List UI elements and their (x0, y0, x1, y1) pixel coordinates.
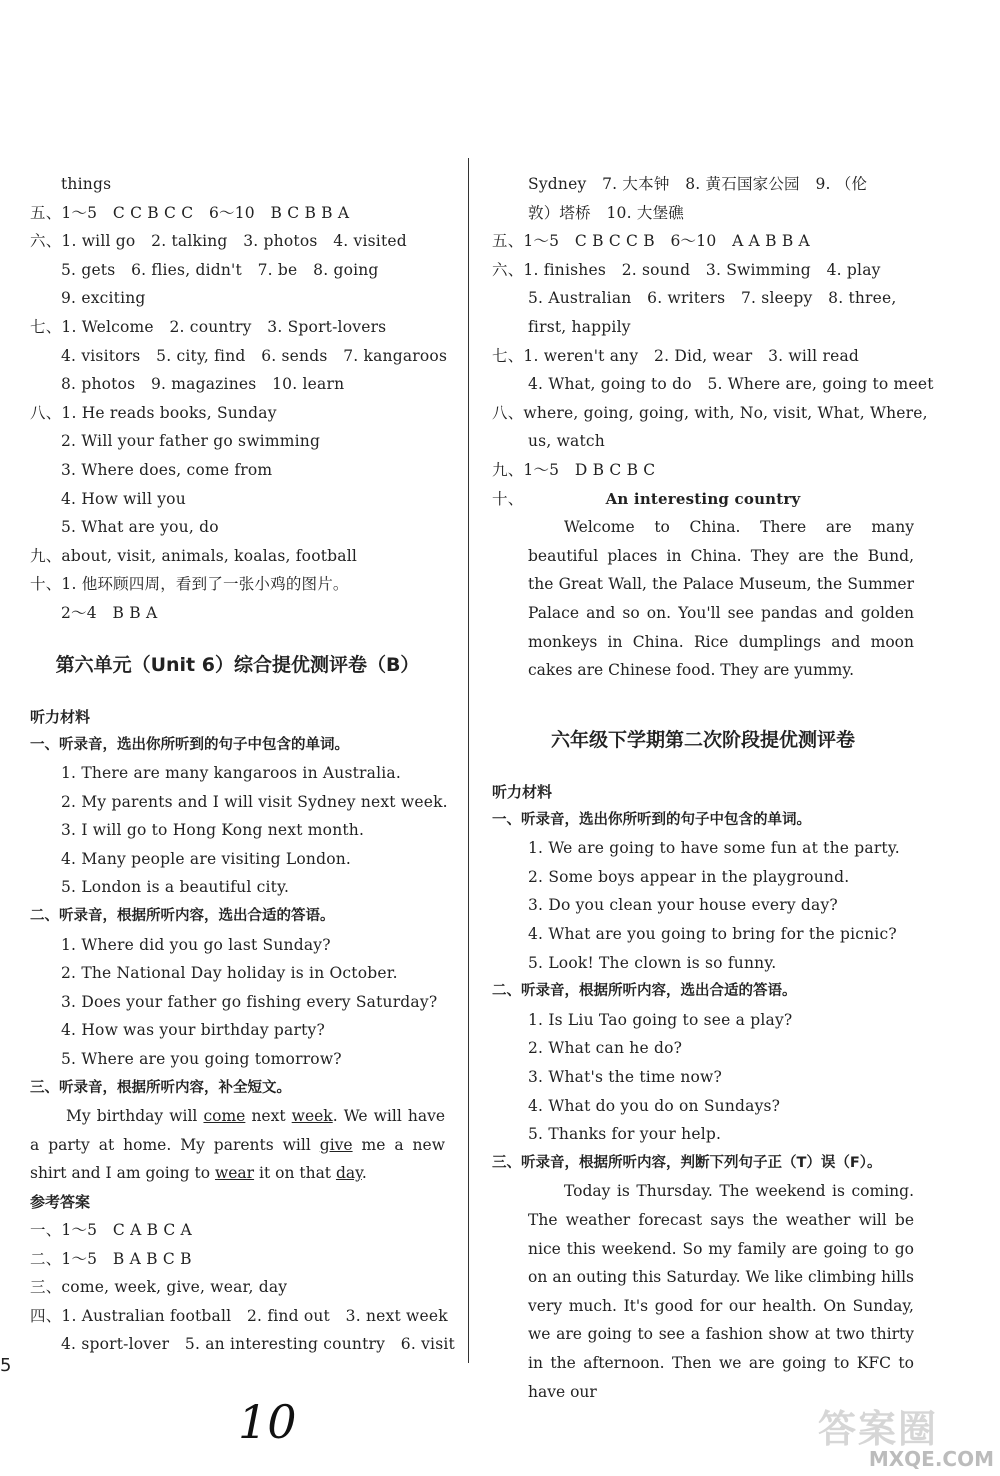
sentence-line: 4. How was your birthday party? (61, 1021, 325, 1040)
cloze-paragraph: My birthday will come next week. We will have a party at home. My parents will give me a new shirt and I am going to wear it on that day. (30, 1107, 446, 1183)
sentence-line: 2. My parents and I will visit Sydney next week. (61, 792, 448, 811)
answer-line: 七、1. Welcome 2. country 3. Sport-lovers (30, 317, 387, 336)
sentence-line: 5. Where are you going tomorrow? (61, 1050, 342, 1069)
question-number: 十、 (492, 489, 524, 508)
sentence-line: 2. What can he do? (528, 1039, 683, 1058)
answer-line: first, happily (528, 317, 631, 336)
sentence-line: 4. Many people are visiting London. (61, 849, 352, 868)
blank-word: week (291, 1107, 333, 1126)
page-number: 5 (0, 1355, 12, 1376)
sentence-line: 1. Where did you go last Sunday? (61, 935, 331, 954)
listening-passage: Today is Thursday. The weekend is coming. The weather forecast says the weather will be nice this weekend. So my family are going to go on an outing this Saturday. We like climbing hills very much. It's good for our health. On Sunday, we are going to see a fashion show at two thirty in the afternoon. Then we are going to KFC to have our (528, 1182, 914, 1401)
sentence-line: 5. Look! The clown is so funny. (528, 953, 777, 972)
blank-word: give (319, 1135, 353, 1154)
watermark-logo (818, 1398, 994, 1472)
answer-line: 4. What, going to do 5. Where are, going to meet (528, 375, 934, 394)
answer-line: 六、1. finishes 2. sound 3. Swimming 4. play (492, 260, 881, 279)
watermark-url: MXQE.COM (868, 1447, 994, 1471)
answer-line: 5. What are you, do (61, 518, 219, 537)
answer-line: 五、1～5 C C B C C 6～10 B C B B A (30, 203, 350, 222)
sentence-line: 3. What's the time now? (528, 1068, 723, 1087)
sentence-line: 4. What do you do on Sundays? (528, 1096, 781, 1115)
essay-title-line (492, 485, 914, 514)
answer-line: 七、1. weren't any 2. Did, wear 3. will read (492, 346, 860, 365)
sentence-line: 2. The National Day holiday is in October. (61, 964, 398, 983)
handwritten-number: 10 (238, 1395, 297, 1449)
watermark-text: 答案圈 (818, 1407, 939, 1451)
sentence-line: 3. I will go to Hong Kong next month. (61, 821, 365, 840)
answer-line: 敦）塔桥 10. 大堡礁 (528, 203, 684, 222)
answer-line: 八、1. He reads books, Sunday (30, 403, 277, 422)
answer-line: 二、1～5 B A B C B (30, 1249, 192, 1268)
sentence-line: 1. There are many kangaroos in Australia. (61, 764, 401, 783)
answer-line: 2～4 B B A (61, 603, 158, 622)
exam-title: 六年级下学期第二次阶段提优测评卷 (550, 728, 855, 751)
answer-line: 四、1. Australian football 2. find out 3. next week (30, 1306, 448, 1325)
question-heading: 一、听录音，选出你所听到的句子中包含的单词。 (30, 736, 349, 753)
essay-paragraph: Welcome to China. There are many beautiful places in China. They are the Bund, the Great Wall, the Palace Museum, the Summer Palace and so on. You'll see pandas and golden monkeys in China. Rice dumplings and moon cakes are Chinese food. They are yummy. (528, 518, 914, 680)
sentence-line: 2. Some boys appear in the playground. (528, 867, 850, 886)
question-heading: 一、听录音，选出你所听到的句子中包含的单词。 (492, 811, 811, 828)
answer-line: 八、where, going, going, with, No, visit, What, Where, (492, 403, 928, 422)
answer-line: 六、1. will go 2. talking 3. photos 4. visited (30, 232, 407, 251)
answer-line: 九、about, visit, animals, koalas, football (30, 546, 358, 565)
answer-line: 4. sport-lover 5. an interesting country 6. visit (61, 1335, 455, 1354)
unit-title: 第六单元（Unit 6）综合提优测评卷（B） (55, 653, 420, 676)
right-column (492, 170, 934, 1406)
blank-word: day (335, 1164, 362, 1183)
question-heading: 三、听录音，根据所听内容，判断下列句子正（T）误（F）。 (492, 1154, 882, 1171)
sentence-line: 4. What are you going to bring for the picnic? (528, 925, 897, 944)
question-heading: 二、听录音，根据所听内容，选出合适的答语。 (492, 983, 797, 1000)
answer-line: 九、1～5 D B C B C (492, 460, 656, 479)
sentence-line: 5. Thanks for your help. (528, 1125, 722, 1144)
text-line: things (61, 175, 112, 193)
essay-title: An interesting country (605, 489, 801, 508)
left-column (30, 170, 455, 1359)
sentence-line: 5. London is a beautiful city. (61, 878, 290, 897)
answer-line: 5. Australian 6. writers 7. sleepy 8. three, (528, 289, 897, 308)
question-heading: 二、听录音，根据所听内容，选出合适的答语。 (30, 908, 335, 925)
blank-word: come (203, 1107, 246, 1126)
answer-line: 三、come, week, give, wear, day (30, 1278, 288, 1297)
sentence-line: 3. Does your father go fishing every Saturday? (61, 992, 438, 1011)
answer-line: 4. visitors 5. city, find 6. sends 7. kangaroos (61, 346, 448, 365)
answer-line: Sydney 7. 大本钟 8. 黄石国家公园 9. （伦 (528, 175, 868, 193)
answer-line: 十、1. 他环顾四周，看到了一张小鸡的图片。 (30, 575, 349, 594)
answer-line: 2. Will your father go swimming (61, 432, 321, 451)
answer-line: 五、1～5 C B C C B 6～10 A A B B A (492, 232, 810, 251)
answer-line: 9. exciting (61, 289, 146, 308)
sentence-line: 3. Do you clean your house every day? (528, 896, 838, 915)
column-divider (468, 158, 469, 1363)
answers-heading: 参考答案 (30, 1193, 91, 1211)
blank-word: wear (214, 1164, 255, 1183)
sentence-line: 1. Is Liu Tao going to see a play? (528, 1010, 793, 1029)
answer-line: 5. gets 6. flies, didn't 7. be 8. going (61, 260, 379, 279)
answer-line: 一、1～5 C A B C A (30, 1221, 192, 1239)
answer-line: us, watch (528, 432, 605, 451)
answer-line: 4. How will you (61, 489, 186, 508)
question-heading: 三、听录音，根据所听内容，补全短文。 (30, 1079, 291, 1096)
listening-heading: 听力材料 (492, 782, 553, 801)
answer-line: 3. Where does, come from (61, 460, 273, 479)
answer-line: 8. photos 9. magazines 10. learn (61, 375, 345, 394)
sentence-line: 1. We are going to have some fun at the party. (528, 839, 900, 858)
listening-heading: 听力材料 (30, 707, 91, 726)
